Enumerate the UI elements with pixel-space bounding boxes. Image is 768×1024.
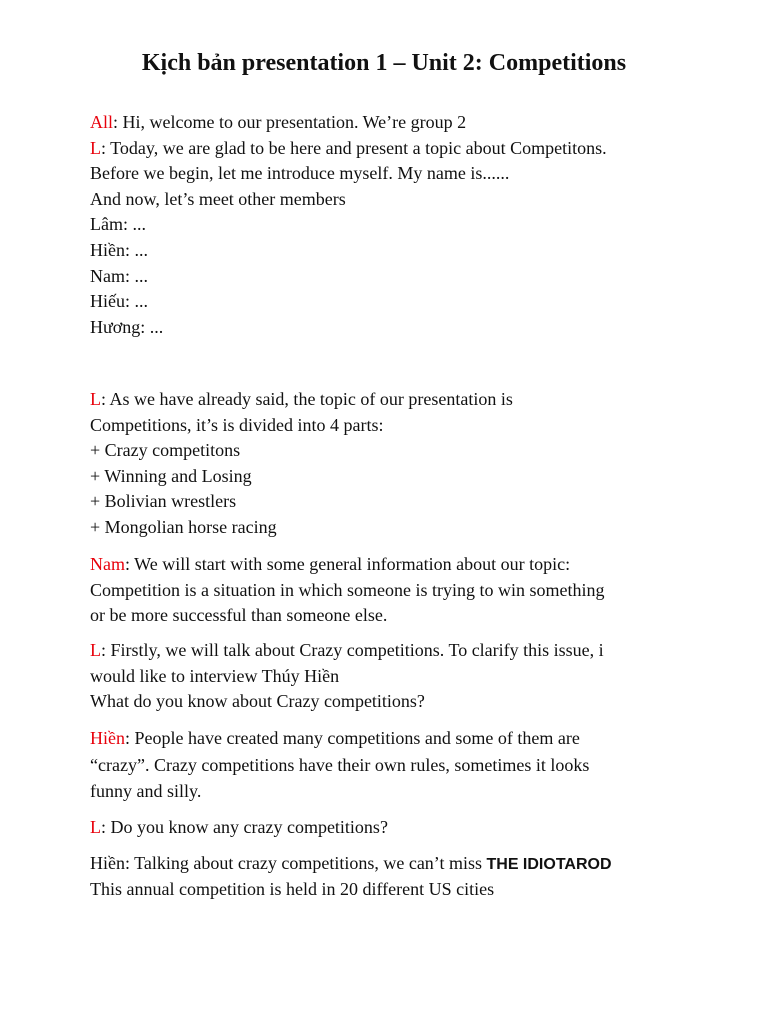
speaker-label: L (90, 389, 101, 409)
dialogue-text: : Hi, welcome to our presentation. We’re group 2 (113, 112, 467, 132)
idiotarod-line: This annual competition is held in 20 different US cities (90, 878, 495, 899)
member-item: Nam: ... (90, 265, 148, 286)
dialogue-text: : Firstly, we will talk about Crazy competitions. To clarify this issue, i (101, 640, 604, 660)
topic-line: Competitions, it’s is divided into 4 parts: (90, 414, 384, 435)
part-item: + Mongolian horse racing (90, 516, 277, 537)
idiotarod-line (90, 851, 678, 877)
member-item: Lâm: ... (90, 214, 146, 235)
member-item: Hiền: ... (90, 239, 148, 260)
dialogue-text: : As we have already said, the topic of our presentation is (101, 389, 513, 409)
crazy-line: would like to interview Thúy Hiền (90, 665, 340, 686)
intro-line: Before we begin, let me introduce myself. My name is...... (90, 163, 510, 184)
dialogue-text: : People have created many competitions and some of them are (125, 728, 580, 748)
idiotarod-section (90, 851, 678, 902)
dialogue-text: Hiền: Talking about crazy competitions, we can’t miss (90, 853, 487, 873)
topic-section (90, 387, 678, 541)
speaker-label: Nam (90, 554, 125, 574)
intro-section (90, 110, 678, 340)
dialogue-text: : Today, we are glad to be here and present a topic about Competitons. (101, 137, 607, 158)
intro-line: And now, let’s meet other members (90, 188, 346, 209)
part-item: + Crazy competitons (90, 440, 241, 461)
topic-line (90, 387, 678, 413)
dialogue-text: : We will start with some general information about our topic: (125, 554, 571, 574)
part-item: + Winning and Losing (90, 465, 252, 486)
member-item: Hiếu: ... (90, 291, 148, 312)
nam-line: Competition is a situation in which someone is trying to win something (90, 579, 605, 600)
speaker-label: Hiền (90, 728, 125, 748)
hien-line: “crazy”. Crazy competitions have their own rules, sometimes it looks (90, 754, 590, 775)
part-item: + Bolivian wrestlers (90, 491, 237, 512)
dialogue-text: : Do you know any crazy competitions? (101, 817, 388, 837)
speaker-label: L (90, 640, 101, 660)
ask-line (90, 815, 678, 841)
nam-line (90, 552, 678, 578)
ask-section (90, 815, 678, 841)
speaker-label: L (90, 817, 101, 837)
intro-line-l (90, 136, 678, 162)
intro-line-all (90, 110, 678, 136)
speaker-label: L (90, 137, 101, 158)
crazy-section (90, 638, 678, 715)
member-item: Hương: ... (90, 316, 164, 337)
emphasis-text: THE IDIOTAROD (486, 856, 612, 873)
nam-line: or be more successful than someone else. (90, 605, 388, 626)
crazy-line (90, 638, 678, 664)
hien-section (90, 725, 678, 805)
page-title: Kịch bản presentation 1 – Unit 2: Competitions (141, 50, 627, 76)
nam-section (90, 552, 678, 629)
hien-line: funny and silly. (90, 781, 202, 801)
speaker-label: All (90, 112, 114, 132)
crazy-line: What do you know about Crazy competitions? (90, 691, 425, 712)
hien-line (90, 725, 678, 752)
